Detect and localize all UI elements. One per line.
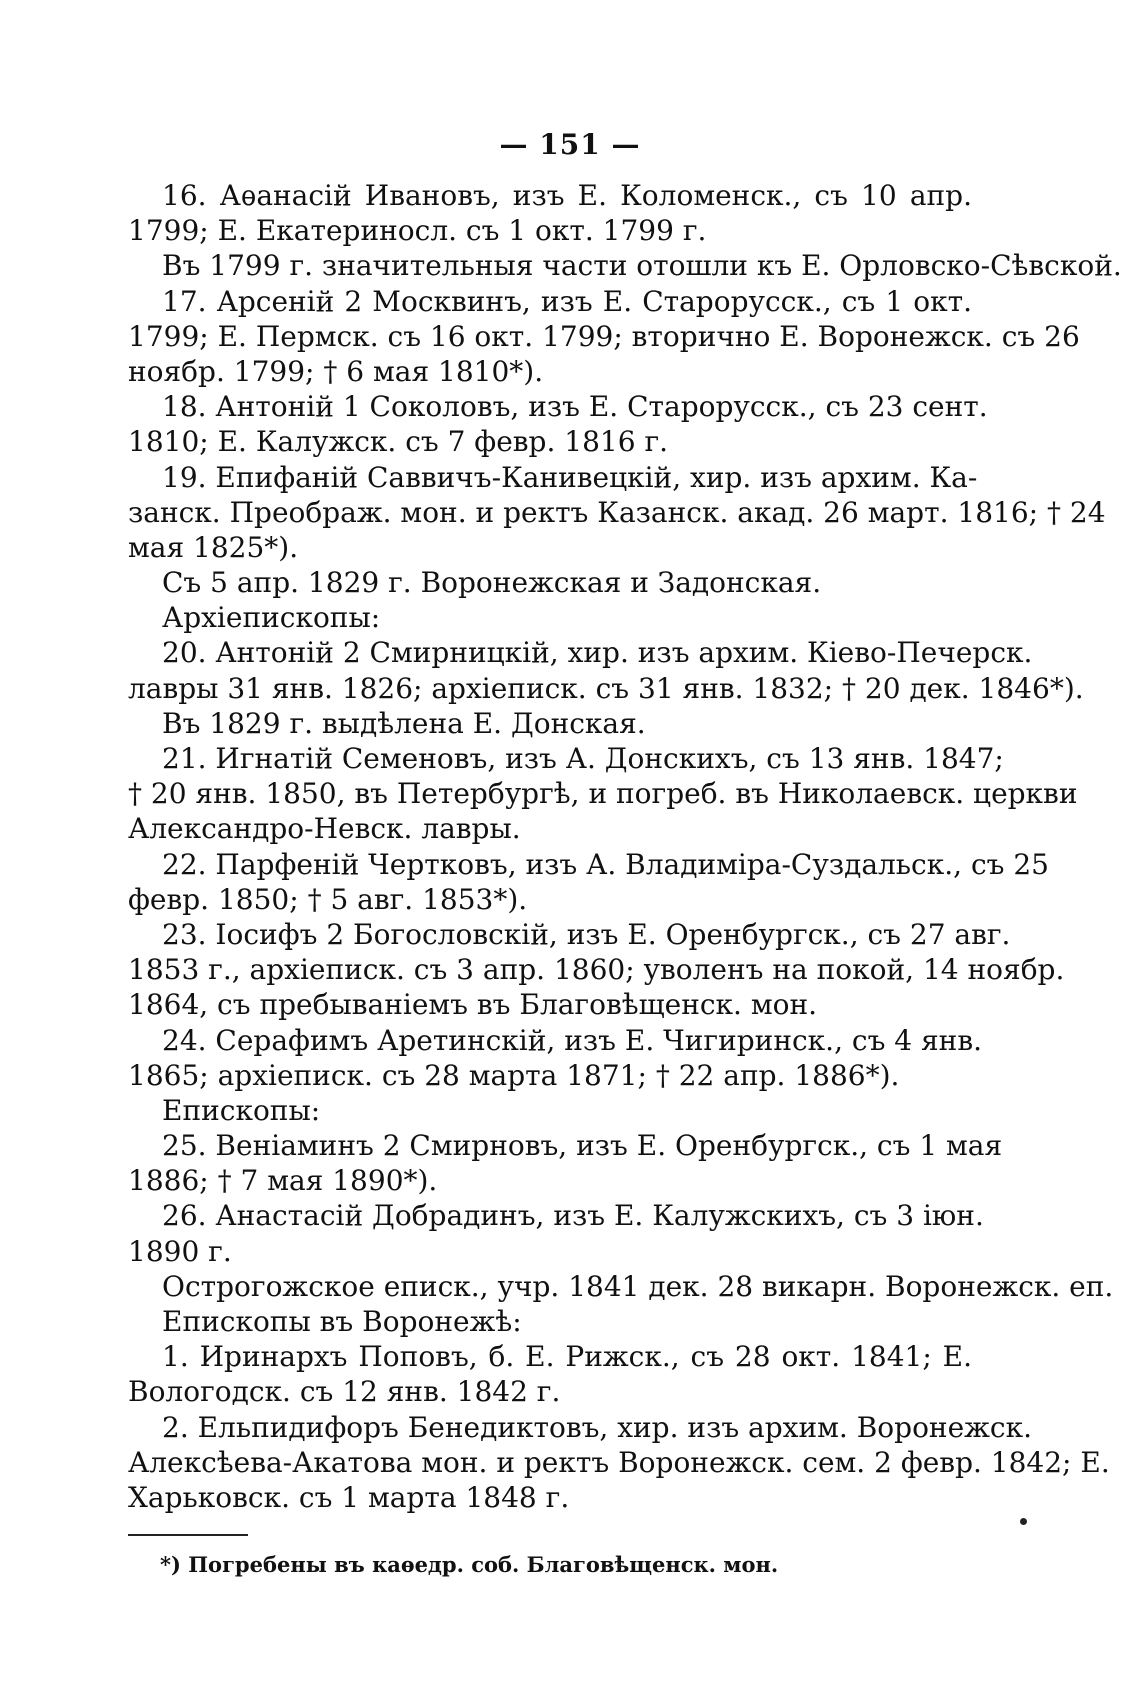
text-line: Вологодск. съ 12 янв. 1842 г. xyxy=(128,1375,561,1409)
text-line: 16. Аѳанасій Ивановъ, изъ Е. Коломенск., съ 10 апр. xyxy=(162,179,972,212)
text-line: 25. Веніаминъ 2 Смирновъ, изъ Е. Оренбургск., съ 1 мая xyxy=(162,1129,1003,1163)
main-text xyxy=(128,178,1122,1515)
text-line: 1864, съ пребываніемъ въ Благовѣщенск. мон. xyxy=(128,988,818,1022)
text-line: 1865; архіеписк. съ 28 марта 1871; † 22 апр. 1886*). xyxy=(128,1058,900,1092)
text-line: 1886; † 7 мая 1890*). xyxy=(128,1164,438,1198)
text-line: 1890 г. xyxy=(128,1234,232,1268)
text-line: лавры 31 янв. 1826; архіеписк. съ 31 янв. 1832; † 20 дек. 1846*). xyxy=(128,671,1084,705)
text-line: Въ 1799 г. значительныя части отошли къ Е. Орловско-Сѣвской. xyxy=(162,249,1122,283)
text-line: занск. Преображ. мон. и ректъ Казанск. акад. 26 март. 1816; † 24 xyxy=(128,495,1106,529)
text-line: 19. Епифаній Саввичъ-Канивецкій, хир. изъ архим. Ка- xyxy=(162,460,978,494)
text-line: 22. Парфеній Чертковъ, изъ А. Владиміра-Суздальск., съ 25 xyxy=(162,847,1049,881)
page-number: — 151 — xyxy=(499,128,641,161)
text-line: 24. Серафимъ Аретинскій, изъ Е. Чигиринск., съ 4 янв. xyxy=(162,1023,982,1057)
text-line: † 20 янв. 1850, въ Петербургѣ, и погреб. въ Николаевск. церкви xyxy=(128,777,1078,811)
text-line: Съ 5 апр. 1829 г. Воронежская и Задонская. xyxy=(162,566,822,600)
text-line: 1853 г., архіеписк. съ 3 апр. 1860; уволенъ на покой, 14 ноябр. xyxy=(128,953,1065,987)
text-line: 1810; Е. Калужск. съ 7 февр. 1816 г. xyxy=(128,425,669,459)
text-line: Епископы въ Воронежѣ: xyxy=(162,1305,522,1338)
print-speck xyxy=(1020,1518,1027,1525)
text-line: Архіепископы: xyxy=(162,601,381,635)
text-line: Харьковск. съ 1 марта 1848 г. xyxy=(128,1480,570,1514)
text-line: 18. Антоній 1 Соколовъ, изъ Е. Старорусск., съ 23 сент. xyxy=(162,390,988,424)
text-line: Острогожское еписк., учр. 1841 дек. 28 викарн. Воронежск. еп. xyxy=(162,1269,1114,1303)
text-line: 2. Ельпидифоръ Бенедиктовъ, хир. изъ архим. Воронежск. xyxy=(162,1410,1032,1444)
text-line: Алексѣева-Акатова мон. и ректъ Воронежск. сем. 2 февр. 1842; Е. xyxy=(128,1445,1110,1479)
text-line: 23. Іосифъ 2 Богословскій, изъ Е. Оренбургск., съ 27 авг. xyxy=(162,917,1011,951)
text-line: февр. 1850; † 5 авг. 1853*). xyxy=(128,882,528,916)
footnote: *) Погребены въ каѳедр. соб. Благовѣщенск. мон. xyxy=(160,1552,779,1577)
text-line: 17. Арсеній 2 Москвинъ, изъ Е. Старорусск., съ 1 окт. xyxy=(162,284,972,318)
text-line: 20. Антоній 2 Смирницкій, хир. изъ архим. Кіево-Печерск. xyxy=(162,636,1033,670)
text-line: 26. Анастасій Добрадинъ, изъ Е. Калужскихъ, съ 3 іюн. xyxy=(162,1199,984,1233)
text-line: ноябр. 1799; † 6 мая 1810*). xyxy=(128,354,544,388)
text-line: Въ 1829 г. выдѣлена Е. Донская. xyxy=(162,706,646,740)
text-line: 21. Игнатій Семеновъ, изъ А. Донскихъ, съ 13 янв. 1847; xyxy=(162,742,1004,775)
footnote-divider xyxy=(128,1534,248,1536)
text-line: Александро-Невск. лавры. xyxy=(128,812,521,846)
text-line: Епископы: xyxy=(162,1093,321,1127)
text-line: 1. Иринархъ Поповъ, б. Е. Рижск., съ 28 окт. 1841; Е. xyxy=(162,1340,972,1374)
text-line: мая 1825*). xyxy=(128,530,299,564)
text-line: 1799; Е. Екатериносл. съ 1 окт. 1799 г. xyxy=(128,214,707,248)
text-line: 1799; Е. Пермск. съ 16 окт. 1799; вторично Е. Воронежск. съ 26 xyxy=(128,319,1080,353)
